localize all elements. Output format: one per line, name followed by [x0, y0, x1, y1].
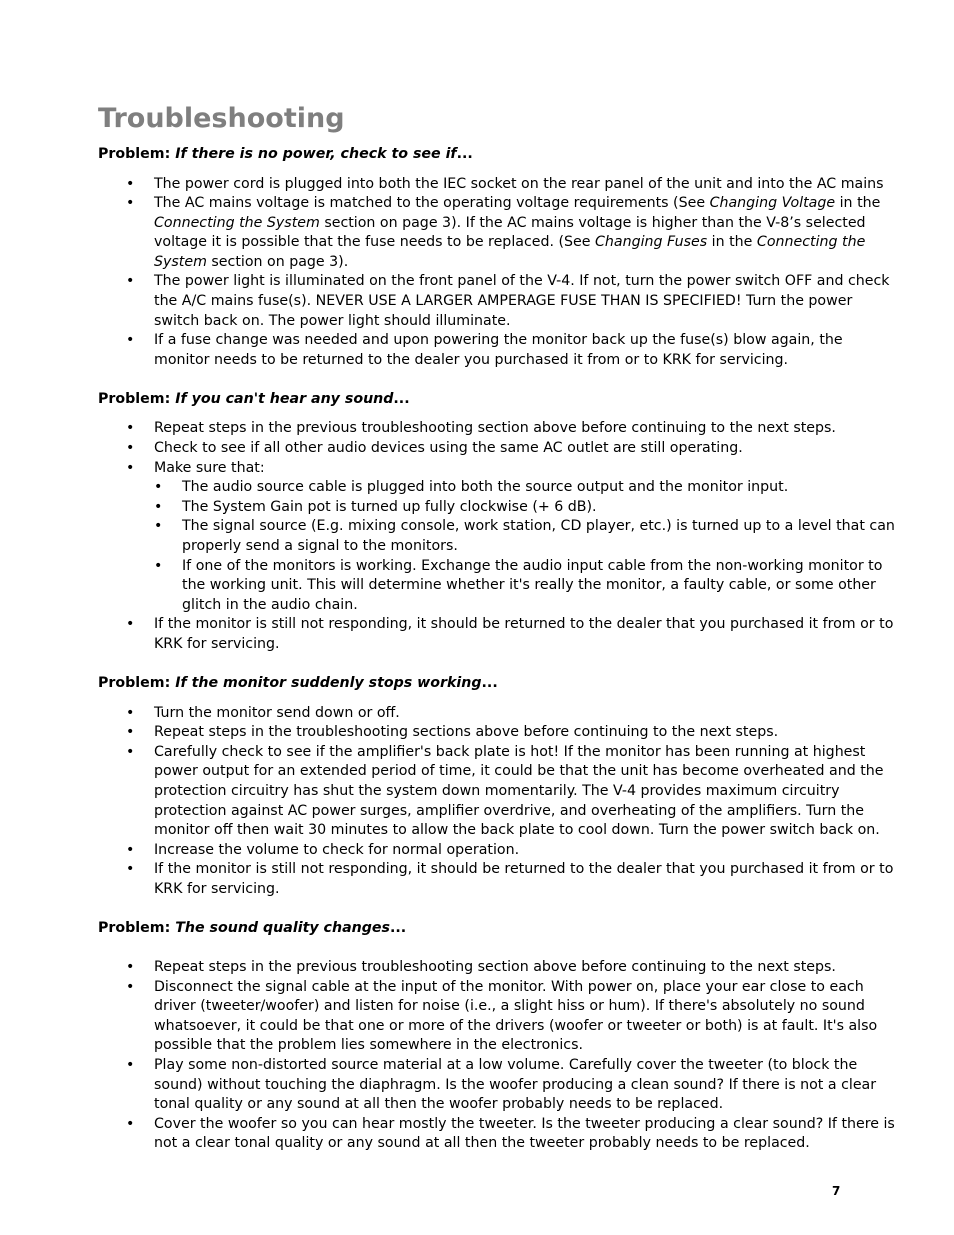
list-item: • Repeat steps in the previous troubleshooting section above before continuing to the next steps.: [98, 958, 898, 978]
bullet-list: [98, 175, 898, 371]
problem-heading: [98, 145, 898, 165]
list-item: • Play some non-distorted source material at a low volume. Carefully cover the tweeter (to block the sound) without touching the diaphragm. Is the woofer producing a clean sound? If there is not a clear tonal quality or any sound at all then the woofer probably needs to be replaced.: [98, 1056, 898, 1115]
list-item: • Check to see if all other audio devices using the same AC outlet are still operating.: [98, 439, 898, 459]
list-item: • Cover the woofer so you can hear mostly the tweeter. Is the tweeter producing a clear sound? If there is not a clear tonal quality or any sound at all then the tweeter probably needs to be replaced.: [98, 1115, 898, 1154]
sub-list-item: • The audio source cable is plugged into both the source output and the monitor input.: [154, 478, 898, 498]
text-run: section on page 3). If the AC mains voltage is higher than the V-8’s selected voltage it is possible that the fuse needs to be replaced. (See: [154, 214, 866, 251]
page-number: 7: [832, 1184, 841, 1198]
problem-ellipsis: ...: [456, 146, 473, 162]
text-run-italic: Changing Fuses: [595, 234, 708, 251]
list-item: • Disconnect the signal cable at the input of the monitor. With power on, place your ear close to each driver (tweeter/woofer) and listen for noise (i.e., a slight hiss or hum). If there's absolutely no sound whatsoever, it could be that one or more of the drivers (woofer or tweeter or both) is at fault. It's also possible that the problem lies somewhere in the electronics.: [98, 978, 898, 1056]
list-item: • If a fuse change was needed and upon powering the monitor back up the fuse(s) blow again, the monitor needs to be returned to the dealer you purchased it from or to KRK for servicing.: [98, 331, 898, 370]
list-item: • The power cord is plugged into both the IEC socket on the rear panel of the unit and into the AC mains: [98, 175, 898, 195]
problem-text: If there is no power, check to see if: [175, 146, 457, 162]
document-page: [98, 100, 898, 1154]
list-item: • Carefully check to see if the amplifier's back plate is hot! If the monitor has been running at highest power output for an extended period of time, it could be that the unit has become overheated and the protection circuitry has shut the system down momentarily. The V-4 provides maximum circuitry protection against AC power surges, amplifier overdrive, and overheating of the amplifiers. Turn the monitor off then wait 30 minutes to allow the back plate to cool down. Turn the power switch back on.: [98, 743, 898, 841]
list-item: • The power light is illuminated on the front panel of the V-4. If not, turn the power switch OFF and check the A/C mains fuse(s). NEVER USE A LARGER AMPERAGE FUSE THAN IS SPECIFIED! Turn the power switch back on. The power light should illuminate.: [98, 272, 898, 331]
list-item: • Increase the volume to check for normal operation.: [98, 841, 898, 861]
text-run: in the: [707, 234, 757, 251]
problem-label: Problem:: [98, 146, 171, 162]
problem-ellipsis: ...: [389, 920, 407, 936]
list-item: [98, 194, 898, 272]
list-item: • Repeat steps in the troubleshooting sections above before continuing to the next steps.: [98, 723, 898, 743]
list-item: [98, 459, 898, 616]
problem-text: If you can't hear any sound: [175, 390, 394, 407]
sub-list-item: • The signal source (E.g. mixing console, work station, CD player, etc.) is turned up to a level that can properly send a signal to the monitors.: [154, 517, 898, 556]
sub-list-item: • If one of the monitors is working. Exchange the audio input cable from the non-working monitor to the working unit. This will determine whether it's really the monitor, a faulty cable, or some other glitch in the audio chain.: [154, 557, 898, 616]
problem-text: The sound quality changes: [175, 920, 390, 936]
text-run-italic: Connecting the System: [154, 234, 866, 270]
list-item-text: Make sure that:: [154, 459, 265, 476]
problem-heading: [98, 674, 898, 694]
sub-list-item: • The System Gain pot is turned up fully clockwise (+ 6 dB).: [154, 498, 898, 518]
text-run-italic: Changing Voltage: [709, 195, 836, 212]
list-item: • If the monitor is still not responding, it should be returned to the dealer that you purchased it from or to KRK for servicing.: [98, 860, 898, 899]
list-item: • Turn the monitor send down or off.: [98, 704, 898, 724]
text-run: section on page 3).: [206, 253, 349, 270]
page-title: Troubleshooting: [98, 103, 345, 134]
problem-ellipsis: ...: [393, 390, 410, 407]
list-item: • If the monitor is still not responding, it should be returned to the dealer that you purchased it from or to KRK for servicing.: [98, 615, 898, 654]
list-item: • Repeat steps in the previous troubleshooting section above before continuing to the next steps.: [98, 419, 898, 439]
problem-ellipsis: ...: [481, 675, 498, 692]
text-run-italic: Connecting the System: [154, 214, 320, 231]
problem-heading: [98, 390, 898, 410]
problem-label: Problem:: [98, 390, 171, 407]
problem-heading: [98, 919, 898, 939]
problem-text: If the monitor suddenly stops working: [175, 675, 482, 692]
problem-label: Problem:: [98, 675, 171, 692]
bullet-list: [98, 419, 898, 654]
text-run: in the: [835, 195, 881, 212]
sub-bullet-list: [154, 478, 898, 615]
bullet-list: [98, 704, 898, 900]
problem-label: Problem:: [98, 920, 171, 936]
text-run: The AC mains voltage is matched to the operating voltage requirements (See: [154, 195, 710, 212]
bullet-list: [98, 958, 898, 1154]
